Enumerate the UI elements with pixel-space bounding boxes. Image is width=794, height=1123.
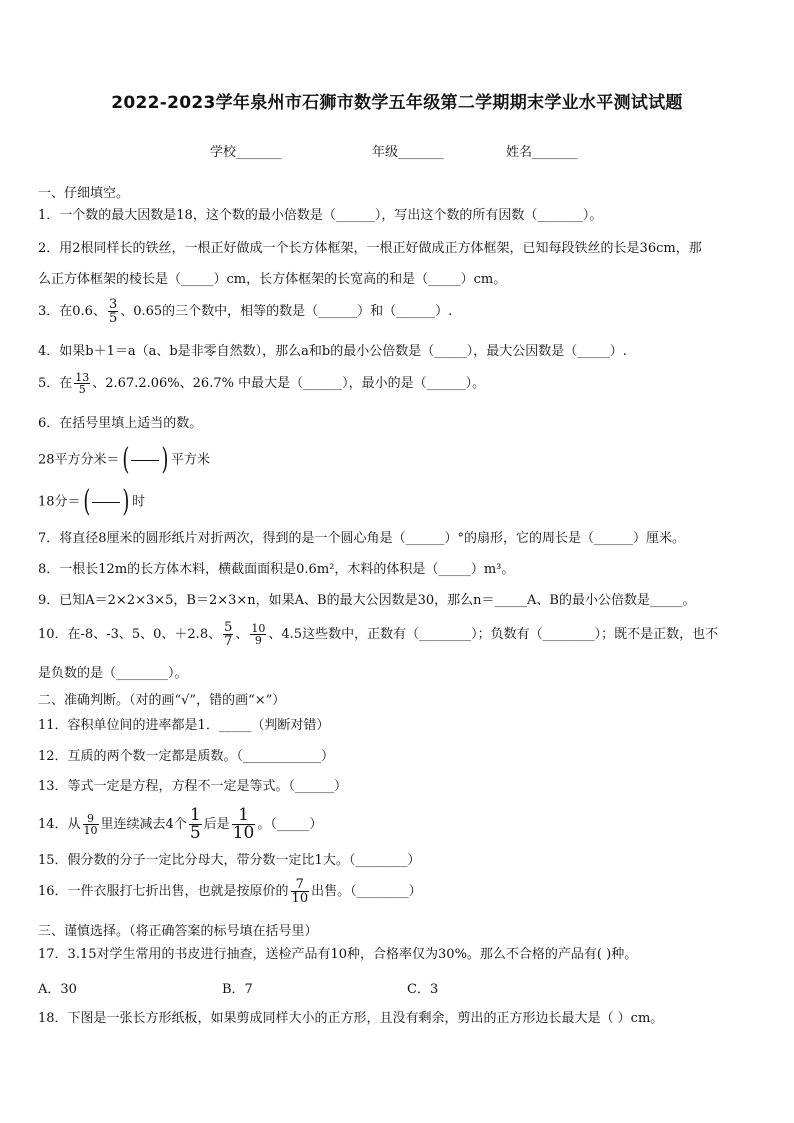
q10-text-post: 、4.5这些数中，正数有（________）；负数有（________）；既不是正数，也不 — [268, 627, 719, 642]
question-15: 15．假分数的分子一定比分母大，带分数一定比1大。（________） — [38, 853, 421, 868]
q17-option-a: A．30 — [38, 982, 77, 997]
question-12: 12．互质的两个数一定都是质数。（____________） — [38, 749, 335, 764]
fraction-10-9: $\frac{10}{9}$ — [251, 622, 266, 647]
fraction-13-5: $\frac{13}{5}$ — [75, 371, 90, 396]
question-10: 10．在-8、-3、5、0、＋2.8、 $\frac{5}{7}$ 、 $\frac{10}{9}$ 、4.5这些数中，正数有（________）；负数有（________）；既不是正数，也不 — [38, 620, 719, 649]
q3-text-post: 、0.65的三个数中，相等的数是（______）和（______）. — [120, 304, 453, 319]
right-paren: ) — [122, 484, 130, 519]
fraction-1-5: $\frac{1}{5}$ — [189, 805, 201, 843]
q6b-text-post: 时 — [131, 494, 145, 510]
question-7: 7．将直径8厘米的圆形纸片对折两次，得到的是一个圆心角是（______）°的扇形，它的周长是（______）厘米。 — [38, 531, 686, 546]
left-paren: ( — [82, 484, 90, 519]
q6b-text-pre: 18分＝ — [38, 494, 81, 510]
left-paren: ( — [121, 442, 129, 477]
grade-field: 年级_______ — [372, 145, 444, 160]
blank-fraction-bar — [131, 460, 159, 461]
q14-text-pre: 14．从 — [38, 817, 81, 832]
question-11: 11．容积单位间的进率都是1．_____（判断对错） — [38, 718, 330, 733]
q14-text-post: 。（_____） — [257, 817, 323, 832]
q3-text-pre: 3．在0.6、 — [38, 304, 106, 319]
q6a-text-post: 平方米 — [170, 452, 210, 468]
question-8: 8．一根长12m的长方体木料，横截面面积是0.6m²，木料的体积是（_____）m³。 — [38, 562, 515, 577]
question-1: 1．一个数的最大因数是18，这个数的最小倍数是（______），写出这个数的所有因数（_______）。 — [38, 208, 603, 223]
q14-text-mid2: 后是 — [203, 817, 230, 832]
question-5 — [38, 372, 485, 395]
question-13: 13．等式一定是方程，方程不一定是等式。（______） — [38, 779, 348, 794]
question-10-line2: 是负数的是（________）。 — [38, 666, 188, 681]
fraction-7-10: $\frac{7}{10}$ — [291, 877, 309, 906]
question-6a — [38, 442, 210, 477]
question-3 — [38, 298, 452, 325]
q5-text-pre: 5．在 — [38, 376, 73, 391]
name-field: 姓名_______ — [506, 145, 578, 160]
blank-fraction-bar — [92, 502, 120, 503]
question-4: 4．如果b＋1＝a（a、b是非零自然数），那么a和b的最小公倍数是（_____），最大公因数是（_____）. — [38, 344, 627, 359]
question-6b — [38, 484, 145, 519]
section-2-heading: 二、准确判断。（对的画“√”，错的画“×”） — [38, 693, 286, 708]
question-2-line2: 么正方体框架的棱长是（_____）cm，长方体框架的长宽高的和是（_____）cm。 — [38, 272, 507, 287]
question-14 — [38, 807, 322, 842]
question-18: 18．下图是一张长方形纸板，如果剪成同样大小的正方形，且没有剩余，剪出的正方形边长最大是（ ）cm。 — [38, 1011, 664, 1026]
q17-option-b: B．7 — [222, 982, 253, 997]
q5-text-post: 、2.67.2.06%、26.7% 中最大是（______），最小的是（______）。 — [92, 376, 486, 391]
q10-text-pre: 10．在-8、-3、5、0、＋2.8、 — [38, 627, 222, 642]
q14-text-mid1: 里连续减去4个 — [100, 817, 187, 832]
q6a-text-pre: 28平方分米＝ — [38, 452, 120, 468]
fraction-3-5: $\frac{3}{5}$ — [108, 297, 118, 326]
fraction-9-10: $\frac{9}{10}$ — [83, 812, 98, 837]
q17-option-c: C．3 — [407, 982, 439, 997]
right-paren: ) — [161, 442, 169, 477]
fraction-1-10: $\frac{1}{10}$ — [232, 805, 255, 843]
question-17: 17．3.15对学生常用的书皮进行抽查，送检产品有10种，合格率仅为30%。那么不合格的产品有( )种。 — [38, 947, 638, 962]
question-9: 9．已知A＝2×2×3×5，B＝2×3×n，如果A、B的最大公因数是30，那么n＝_____A、B的最小公倍数是_____。 — [38, 593, 696, 608]
q16-text-post: 出售。（________） — [311, 884, 422, 899]
school-field: 学校_______ — [210, 145, 282, 160]
section-1-heading: 一、仔细填空。 — [38, 186, 130, 201]
question-2-line1: 2．用2根同样长的铁丝，一根正好做成一个长方体框架，一根正好做成正方体框架，已知每段铁丝的长是36cm，那 — [38, 241, 702, 256]
question-16 — [38, 878, 422, 905]
section-3-heading: 三、谨慎选择。（将正确答案的标号填在括号里） — [38, 924, 318, 939]
fraction-5-7: $\frac{5}{7}$ — [224, 620, 233, 649]
q16-text-pre: 16．一件衣服打七折出售，也就是按原价的 — [38, 884, 289, 899]
page-title: 2022-2023学年泉州市石狮市数学五年级第二学期期末学业水平测试试题 — [111, 93, 683, 113]
question-6: 6．在括号里填上适当的数。 — [38, 416, 203, 431]
